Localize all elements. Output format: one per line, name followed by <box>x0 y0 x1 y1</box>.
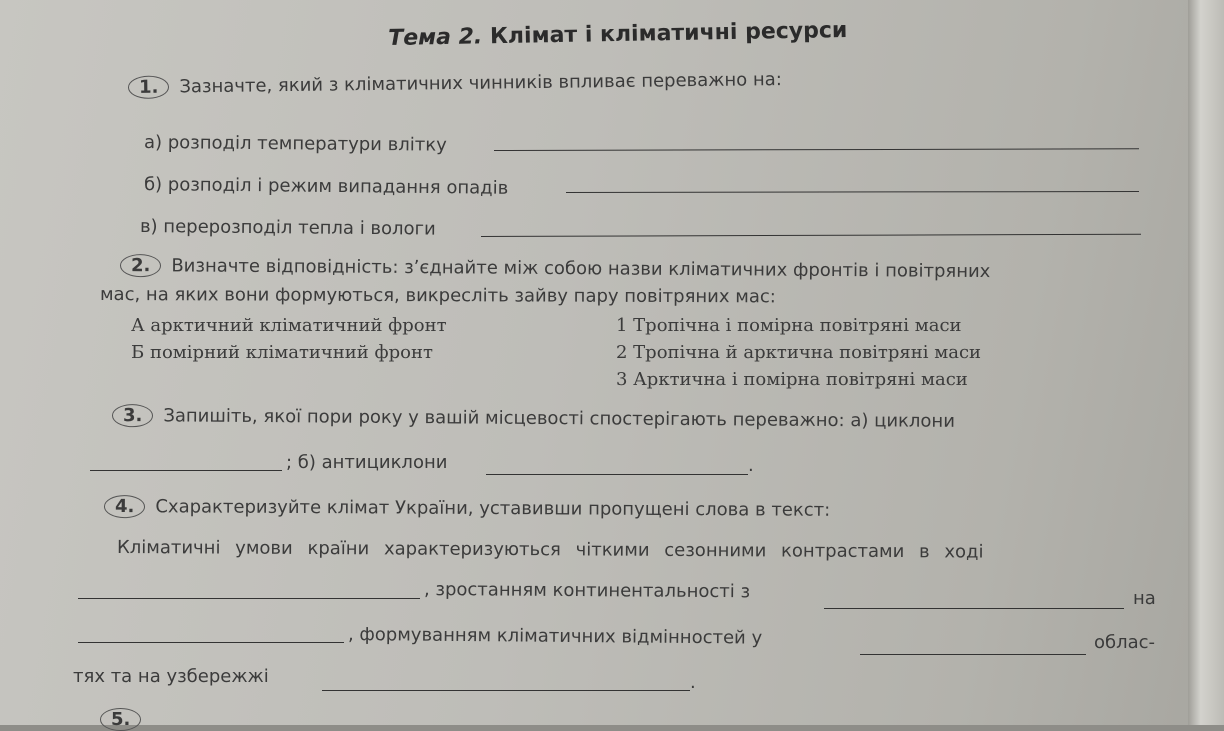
question-4-fragment: , формуванням кліматичних відмінностей у <box>347 624 763 649</box>
question-2-prompt-line1: 2. Визначте відповідність: з’єднайте між собою назви кліматичних фронтів і повітряних <box>120 254 991 283</box>
question-1-item-a: а) розподіл температури влітку <box>143 132 447 156</box>
question-4-fragment: , зростанням континентальності з <box>423 579 751 603</box>
topic-prefix: Тема 2. <box>388 24 483 51</box>
question-4-fragment: тях та на узбережжі <box>73 666 269 687</box>
topic-text: Клімат і кліматичні ресурси <box>489 17 848 50</box>
answer-blank-4b[interactable] <box>824 608 1124 609</box>
air-mass-2: 2 Тропічна й арктична повітряні маси <box>616 342 982 363</box>
front-a: А арктичний кліматичний фронт <box>131 315 447 336</box>
answer-blank-4d[interactable] <box>860 654 1086 655</box>
question-3-prompt: 3. Запишіть, якої пори року у вашій місцевості спостерігають переважно: а) циклони <box>112 404 955 433</box>
question-number: 2. <box>120 254 162 277</box>
air-mass-1: 1 Тропічна і помірна повітряні маси <box>616 315 962 336</box>
answer-blank-4e[interactable] <box>322 690 690 691</box>
question-1-prompt: 1. Зазначте, який з кліматичних чинників впливає переважно на: <box>128 68 782 99</box>
question-4-fragment: на <box>1133 588 1156 609</box>
question-4-prompt: 4. Схарактеризуйте клімат України, уставивши пропущені слова в текст: <box>104 495 830 522</box>
question-4-text-line1: Кліматичні умови країни характеризуються чіткими сезонними контрастами в ході <box>116 537 984 563</box>
question-3-part-b: ; б) антициклони <box>286 452 448 473</box>
answer-blank-3b[interactable] <box>486 474 748 475</box>
answer-blank-4a[interactable] <box>78 598 420 599</box>
question-4-fragment: облас- <box>1094 632 1156 653</box>
answer-blank-4c[interactable] <box>78 642 344 643</box>
question-number: 3. <box>112 404 154 427</box>
answer-blank-3a[interactable] <box>90 470 282 471</box>
question-number: 1. <box>128 75 170 99</box>
question-5-number: 5. <box>100 708 151 731</box>
question-1-item-c: в) перерозподіл тепла і вологи <box>139 216 436 240</box>
question-1-item-b: б) розподіл і режим випадання опадів <box>143 174 509 199</box>
front-b: Б помірний кліматичний фронт <box>131 342 433 363</box>
period: . <box>748 455 754 476</box>
air-mass-3: 3 Арктична і помірна повітряні маси <box>616 369 968 390</box>
page-fold <box>1188 0 1224 725</box>
question-2-prompt-line2: мас, на яких вони формуються, викресліть зайву пару повітряних мас: <box>99 284 776 308</box>
period: . <box>690 672 696 693</box>
question-number: 4. <box>104 495 145 518</box>
